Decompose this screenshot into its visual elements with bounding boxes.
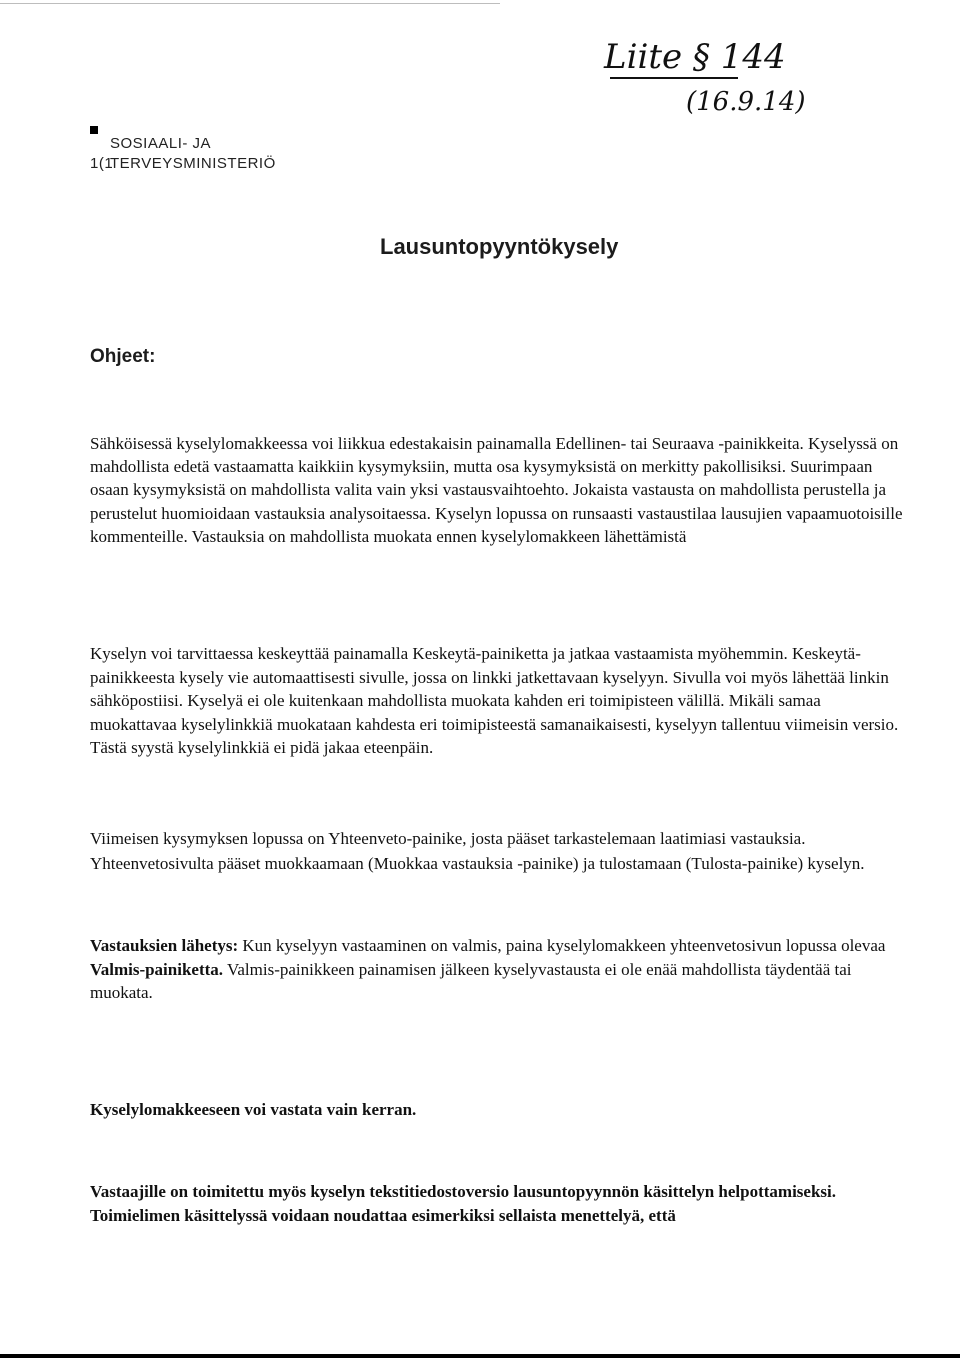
annotation-date: (16.9.14) <box>686 87 806 117</box>
submission-text-part1: Kun kyselyyn vastaaminen on valmis, paina kyselylomakkeen yhteenvetosivun lopussa olevaa <box>238 936 886 955</box>
instructions-single-response-note <box>90 1098 910 1121</box>
submission-button-name: Valmis-painiketta. <box>90 959 224 979</box>
scan-top-rule <box>0 3 500 4</box>
instructions-paragraph-submission <box>90 934 910 1005</box>
submission-text-part2: Valmis-painikkeen painamisen jälkeen kyselyvastausta ei ole enää mahdollista täydentää tai muokata. <box>90 959 852 1002</box>
handwritten-annotation <box>600 28 806 118</box>
ministry-name-line2: TERVEYSMINISTERIÖ <box>110 155 276 172</box>
ministry-name-line1: SOSIAALI- JA <box>110 135 212 152</box>
instructions-text-version-note <box>90 1180 910 1228</box>
page-indicator: 1(1 <box>90 155 114 172</box>
single-response-text: Kyselylomakkeeseen voi vastata vain kerran. <box>90 1100 417 1119</box>
text-version-text: Vastaajille on toimitettu myös kyselyn tekstitiedostoversio lausuntopyynnön käsittelyn helpottamiseksi. Toimielimen käsittelyssä voidaan noudattaa esimerkiksi sellaista menettelyä, että <box>90 1182 837 1225</box>
annotation-attachment-label: Liite § 144 <box>604 37 786 77</box>
document-title: Lausuntopyyntökysely <box>380 234 619 259</box>
instructions-paragraph-interrupt: Kyselyn voi tarvittaessa keskeyttää painamalla Keskeytä-painiketta ja jatkaa vastaamista myöhemmin. Keskeytä-painikkeesta kysely vie automaattisesti sivulle, jossa on linkki jatkettavaan kyselyyn. Sivulla voi myös lähettää linkin sähköpostiisi. Kyselyä ei ole kuitenkaan mahdollista muokata kahden eri toimipisteen välillä. Mikäli samaa muokattavaa kyselylinkkiä muokataan kahdesta eri toimipisteestä samanaikaisesti, kyselyyn tallentuu viimeisin versio. Tästä syystä kyselylinkkiä ei pidä jakaa eteenpäin. <box>90 644 899 757</box>
submission-label: Vastauksien lähetys: <box>90 936 239 955</box>
instructions-heading: Ohjeet: <box>90 346 156 367</box>
header-bullet-icon <box>90 126 98 134</box>
scan-bottom-border <box>0 1354 960 1358</box>
instructions-paragraph-summary: Viimeisen kysymyksen lopussa on Yhteenveto-painike, josta pääset tarkastelemaan laatimiasi vastauksia. Yhteenvetosivulta pääset muokkaamaan (Muokkaa vastauksia -painike) ja tulostamaan (Tulosta-painike) kyselyn. <box>90 829 865 873</box>
instructions-paragraph-navigation: Sähköisessä kyselylomakkeessa voi liikkua edestakaisin painamalla Edellinen- tai Seuraava -painikkeita. Kyselyssä on mahdollista edetä vastaamatta kaikkiin kysymyksiin, mutta osa kysymyksistä on merkitty pakollisiksi. Suurimpaan osaan kysymyksistä on mahdollista valita vain yksi vastausvaihtoehto. Jokaista vastausta on mahdollista perustella ja perustelut huomioidaan vastauksia analysoitaessa. Kyselyn lopussa on runsaasti vastaustilaa lausujien vapaamuotoisille kommenteille. Vastauksia on mahdollista muokata ennen kyselylomakkeen lähettämistä <box>90 434 903 546</box>
